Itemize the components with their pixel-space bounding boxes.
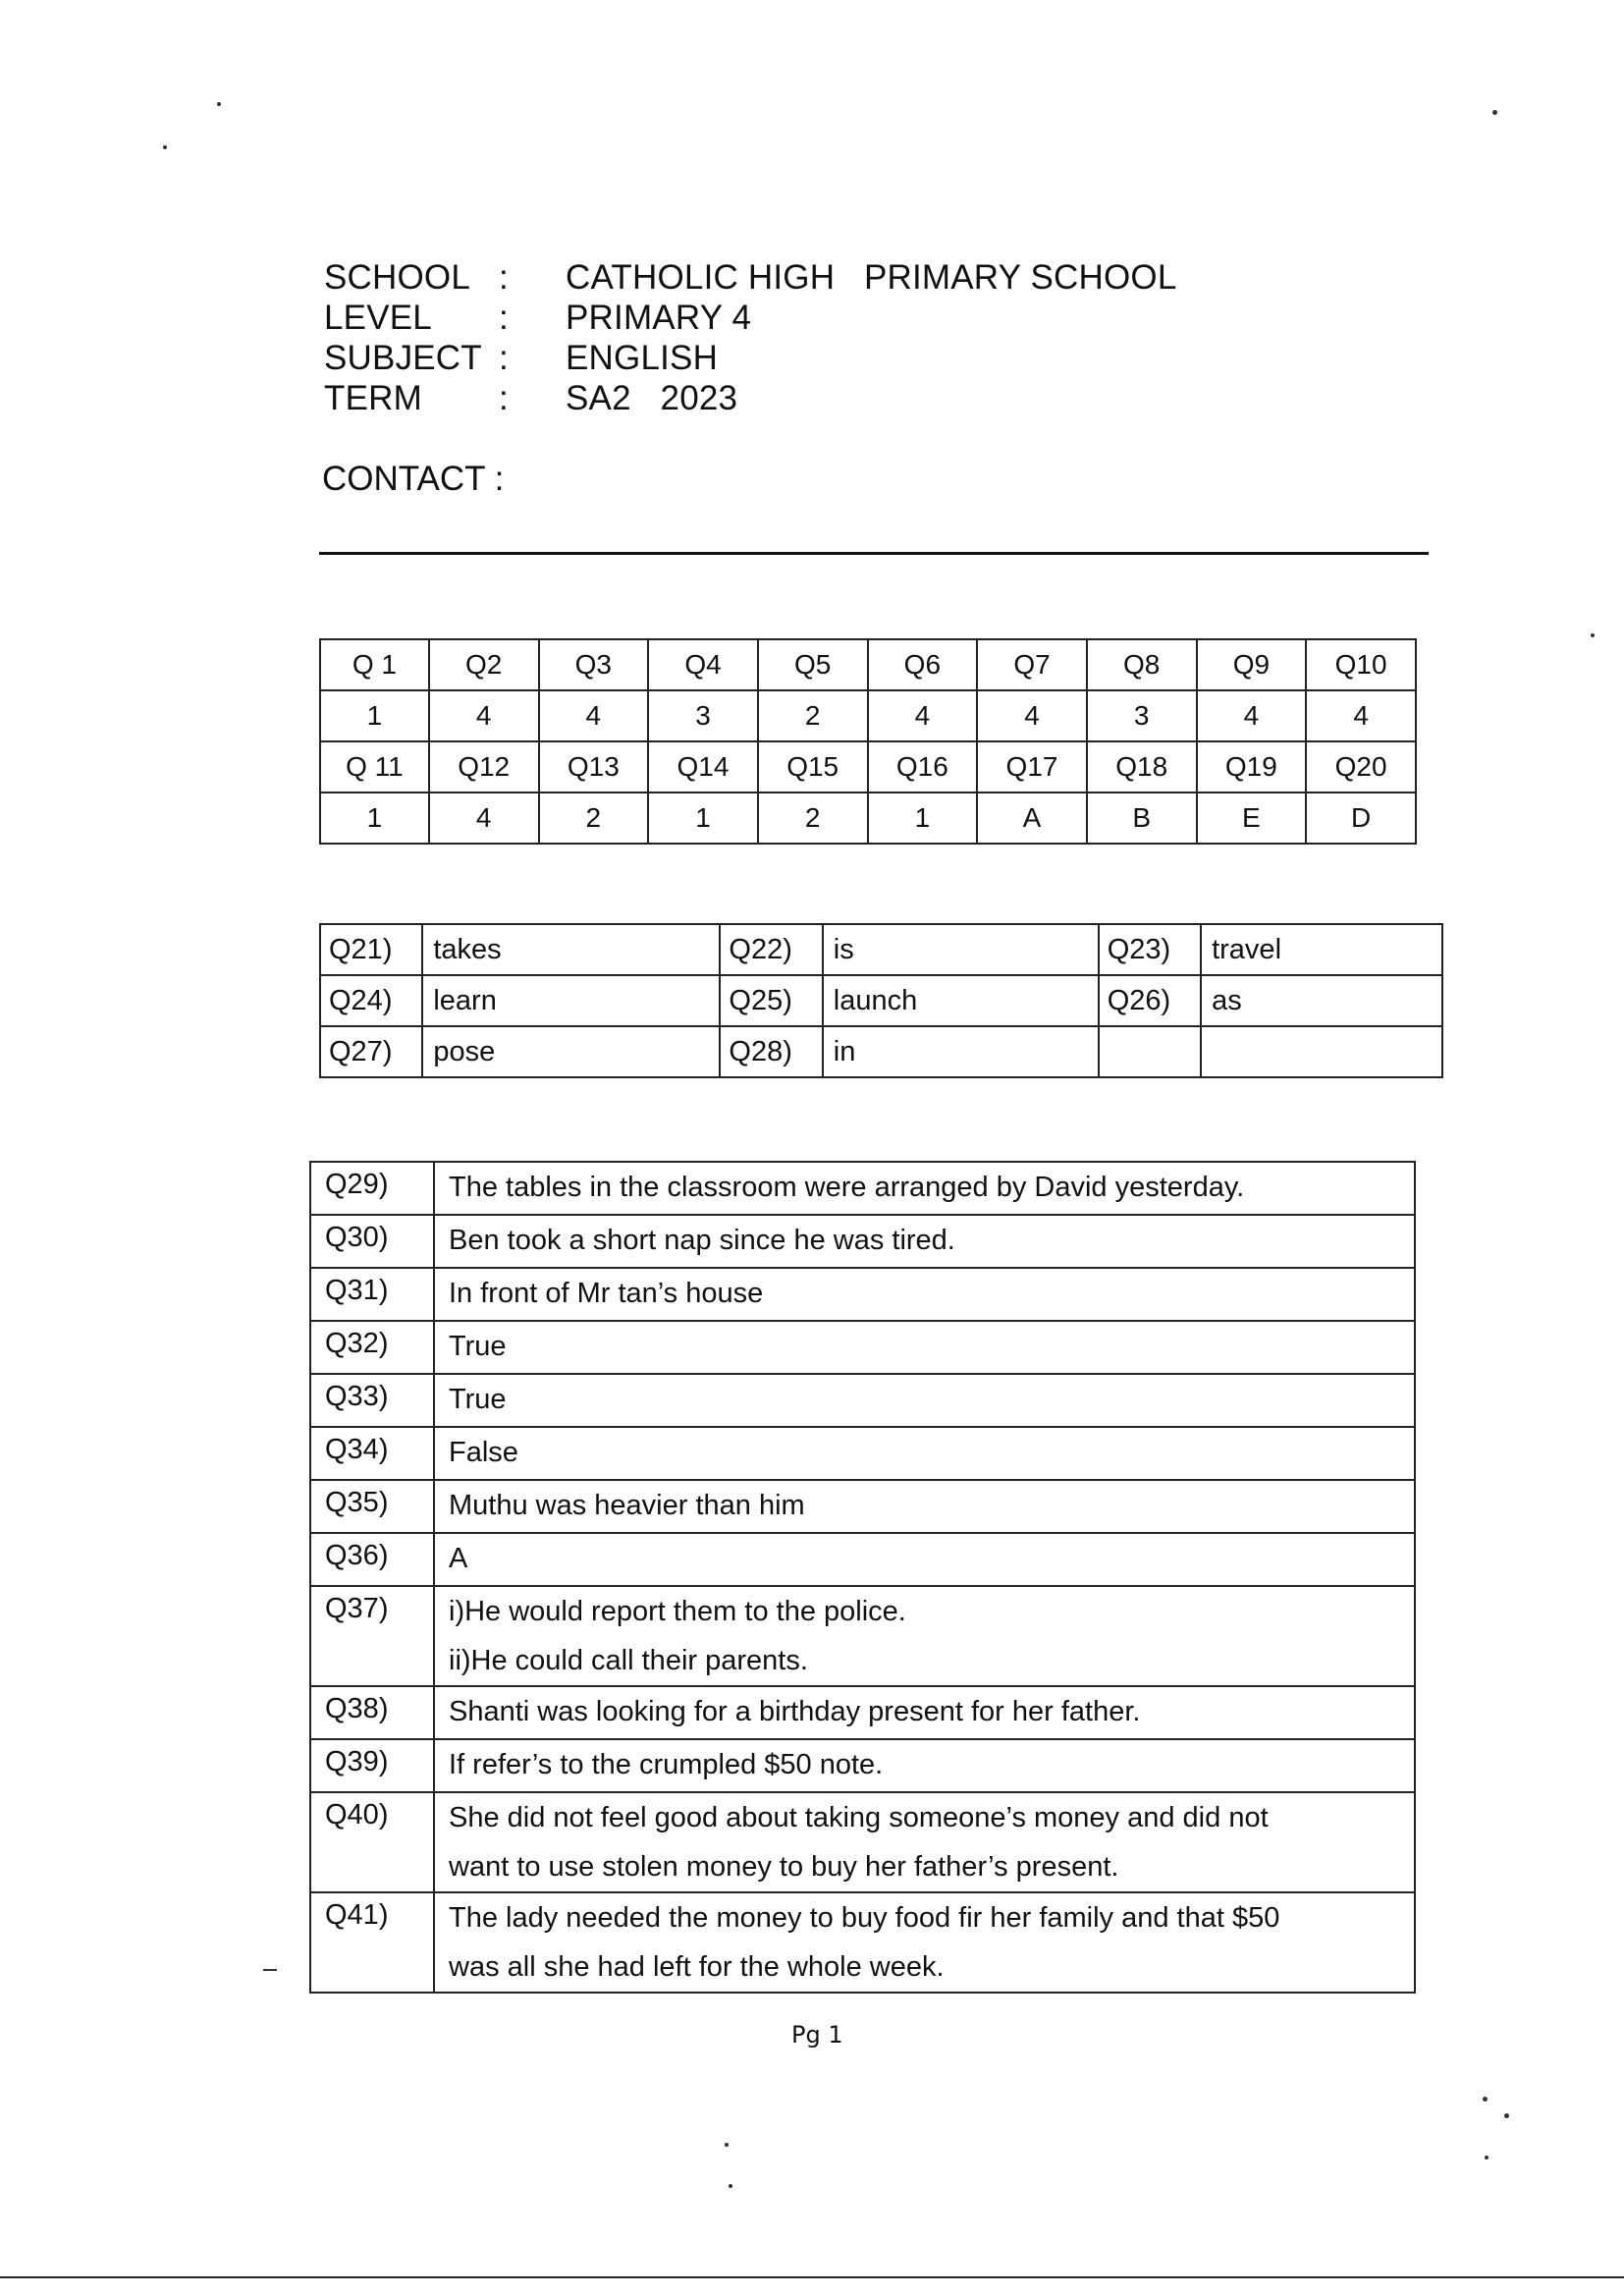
mcq-question-cell: Q2 xyxy=(429,639,539,690)
header-row-school xyxy=(324,257,1177,298)
cloze-answer-cell xyxy=(1201,1026,1442,1077)
answer-text xyxy=(434,1480,1415,1533)
header-label: TERM xyxy=(324,379,422,417)
question-number: Q38) xyxy=(310,1686,434,1739)
contact-label: CONTACT : xyxy=(322,460,505,498)
question-number: Q33) xyxy=(310,1374,434,1427)
answer-row xyxy=(310,1215,1415,1268)
mcq-answer-table xyxy=(319,638,1417,845)
cloze-answer-cell: learn xyxy=(422,975,720,1026)
answer-row xyxy=(310,1162,1415,1215)
answer-line: The lady needed the money to buy food fir her family and that $50 xyxy=(449,1902,1280,1934)
cloze-answer-cell: launch xyxy=(823,975,1099,1026)
header-value: PRIMARY 4 xyxy=(566,299,752,337)
scan-speck xyxy=(217,102,221,106)
answer-row xyxy=(310,1268,1415,1321)
exam-header xyxy=(324,257,1177,418)
answer-line: Ben took a short nap since he was tired. xyxy=(449,1225,955,1256)
answer-line: The tables in the classroom were arranged by David yesterday. xyxy=(449,1172,1245,1203)
question-number: Q37) xyxy=(310,1586,434,1686)
mcq-answer-cell: 3 xyxy=(648,690,758,741)
cloze-question-cell xyxy=(1099,1026,1201,1077)
mcq-question-cell: Q5 xyxy=(758,639,868,690)
question-number: Q36) xyxy=(310,1533,434,1586)
header-value: SA2 2023 xyxy=(566,379,738,417)
mcq-question-cell: Q6 xyxy=(868,639,978,690)
header-row-term xyxy=(324,378,1177,418)
scan-speck xyxy=(729,2184,732,2188)
answer-text xyxy=(434,1427,1415,1480)
answer-text xyxy=(434,1533,1415,1586)
answer-text xyxy=(434,1792,1415,1892)
mcq-answer-row xyxy=(320,793,1416,844)
answer-row xyxy=(310,1792,1415,1892)
mcq-question-cell: Q14 xyxy=(648,741,758,793)
mcq-question-cell: Q8 xyxy=(1087,639,1197,690)
answer-text xyxy=(434,1892,1415,1993)
header-row-level xyxy=(324,298,1177,338)
question-number: Q41) xyxy=(310,1892,434,1993)
mcq-question-cell: Q16 xyxy=(868,741,978,793)
cloze-question-cell: Q25) xyxy=(720,975,822,1026)
question-number: Q39) xyxy=(310,1739,434,1792)
mcq-answer-cell: D xyxy=(1306,793,1416,844)
mcq-question-cell: Q4 xyxy=(648,639,758,690)
question-number: Q32) xyxy=(310,1321,434,1374)
header-label: SCHOOL xyxy=(324,258,471,297)
header-colon: : xyxy=(499,258,509,297)
answer-row xyxy=(310,1427,1415,1480)
header-colon: : xyxy=(499,379,509,417)
answer-row xyxy=(310,1686,1415,1739)
mcq-question-cell: Q7 xyxy=(977,639,1087,690)
cloze-answer-cell: in xyxy=(823,1026,1099,1077)
question-number: Q34) xyxy=(310,1427,434,1480)
mcq-answer-cell: 1 xyxy=(868,793,978,844)
question-number: Q30) xyxy=(310,1215,434,1268)
cloze-question-cell: Q26) xyxy=(1099,975,1201,1026)
mcq-answer-row xyxy=(320,690,1416,741)
cloze-answer-cell: travel xyxy=(1201,924,1442,975)
answer-row xyxy=(310,1374,1415,1427)
mcq-answer-cell: 2 xyxy=(539,793,649,844)
answer-line: False xyxy=(449,1437,518,1468)
mcq-question-cell: Q19 xyxy=(1197,741,1307,793)
mcq-question-cell: Q20 xyxy=(1306,741,1416,793)
mcq-answer-cell: 4 xyxy=(1197,690,1307,741)
mcq-answer-cell: 4 xyxy=(539,690,649,741)
scan-speck xyxy=(1485,2156,1489,2159)
question-number: Q40) xyxy=(310,1792,434,1892)
answer-row xyxy=(310,1586,1415,1686)
scan-speck xyxy=(1504,2113,1509,2118)
mcq-answer-cell: B xyxy=(1087,793,1197,844)
answer-text xyxy=(434,1374,1415,1427)
cloze-question-cell: Q22) xyxy=(720,924,822,975)
question-number: Q29) xyxy=(310,1162,434,1215)
answer-line: She did not feel good about taking someone’s money and did not xyxy=(449,1802,1269,1833)
cloze-question-cell: Q27) xyxy=(320,1026,422,1077)
answer-line: Muthu was heavier than him xyxy=(449,1490,805,1521)
mcq-answer-cell: 4 xyxy=(429,690,539,741)
answer-line: True xyxy=(449,1384,507,1415)
cloze-answer-cell: as xyxy=(1201,975,1442,1026)
scan-speck xyxy=(1483,2097,1488,2102)
answer-row xyxy=(310,1480,1415,1533)
answer-text xyxy=(434,1268,1415,1321)
mcq-question-row xyxy=(320,639,1416,690)
mcq-question-cell: Q10 xyxy=(1306,639,1416,690)
mcq-answer-cell: 2 xyxy=(758,793,868,844)
scan-speck xyxy=(1591,633,1595,637)
header-value: CATHOLIC HIGH PRIMARY SCHOOL xyxy=(566,258,1177,297)
mcq-answer-cell: A xyxy=(977,793,1087,844)
answer-row xyxy=(310,1533,1415,1586)
scan-speck xyxy=(725,2143,729,2147)
answer-text xyxy=(434,1586,1415,1686)
answer-row xyxy=(310,1892,1415,1993)
answer-text xyxy=(434,1739,1415,1792)
question-number: Q31) xyxy=(310,1268,434,1321)
mcq-question-cell: Q 1 xyxy=(320,639,429,690)
header-row-subject xyxy=(324,338,1177,378)
mcq-question-cell: Q17 xyxy=(977,741,1087,793)
header-divider xyxy=(319,552,1429,555)
mcq-answer-cell: 1 xyxy=(320,793,429,844)
header-label: SUBJECT xyxy=(324,339,482,377)
cloze-question-cell: Q21) xyxy=(320,924,422,975)
answer-text xyxy=(434,1686,1415,1739)
mcq-question-cell: Q13 xyxy=(539,741,649,793)
margin-dash xyxy=(263,1969,277,1971)
answer-row xyxy=(310,1321,1415,1374)
mcq-answer-cell: 4 xyxy=(868,690,978,741)
answer-line: ii)He could call their parents. xyxy=(449,1645,808,1676)
header-colon: : xyxy=(499,299,509,337)
mcq-question-cell: Q 11 xyxy=(320,741,429,793)
mcq-answer-cell: 1 xyxy=(648,793,758,844)
answer-line: A xyxy=(449,1543,468,1574)
answer-text xyxy=(434,1215,1415,1268)
page-number: Pg 1 xyxy=(791,2021,843,2049)
mcq-answer-cell: 4 xyxy=(429,793,539,844)
cloze-answer-table xyxy=(319,923,1443,1078)
mcq-question-cell: Q15 xyxy=(758,741,868,793)
open-ended-answer-table xyxy=(309,1161,1416,1994)
cloze-question-cell: Q28) xyxy=(720,1026,822,1077)
header-value: ENGLISH xyxy=(566,339,719,377)
answer-text xyxy=(434,1162,1415,1215)
answer-line: Shanti was looking for a birthday present for her father. xyxy=(449,1696,1141,1727)
mcq-question-cell: Q3 xyxy=(539,639,649,690)
answer-row xyxy=(310,1739,1415,1792)
cloze-answer-cell: takes xyxy=(422,924,720,975)
header-label: LEVEL xyxy=(324,299,432,337)
mcq-answer-cell: 1 xyxy=(320,690,429,741)
answer-text xyxy=(434,1321,1415,1374)
mcq-question-cell: Q12 xyxy=(429,741,539,793)
cloze-answer-cell: is xyxy=(823,924,1099,975)
cloze-question-cell: Q23) xyxy=(1099,924,1201,975)
answer-line: was all she had left for the whole week. xyxy=(449,1951,945,1983)
answer-line: want to use stolen money to buy her father’s present. xyxy=(449,1851,1119,1883)
answer-line: If refer’s to the crumpled $50 note. xyxy=(449,1749,884,1780)
answer-line: True xyxy=(449,1331,507,1362)
cloze-row xyxy=(320,975,1442,1026)
mcq-question-row xyxy=(320,741,1416,793)
mcq-answer-cell: 3 xyxy=(1087,690,1197,741)
header-colon: : xyxy=(499,339,509,377)
cloze-row xyxy=(320,924,1442,975)
mcq-answer-cell: 4 xyxy=(977,690,1087,741)
scan-speck xyxy=(163,145,167,149)
answer-line: In front of Mr tan’s house xyxy=(449,1278,764,1309)
scan-bottom-edge xyxy=(0,2276,1624,2278)
scan-speck xyxy=(1492,110,1497,115)
question-number: Q35) xyxy=(310,1480,434,1533)
answer-line: i)He would report them to the police. xyxy=(449,1596,906,1627)
mcq-question-cell: Q9 xyxy=(1197,639,1307,690)
cloze-answer-cell: pose xyxy=(422,1026,720,1077)
mcq-answer-cell: 2 xyxy=(758,690,868,741)
mcq-answer-cell: E xyxy=(1197,793,1307,844)
cloze-question-cell: Q24) xyxy=(320,975,422,1026)
cloze-row xyxy=(320,1026,1442,1077)
mcq-answer-cell: 4 xyxy=(1306,690,1416,741)
mcq-question-cell: Q18 xyxy=(1087,741,1197,793)
